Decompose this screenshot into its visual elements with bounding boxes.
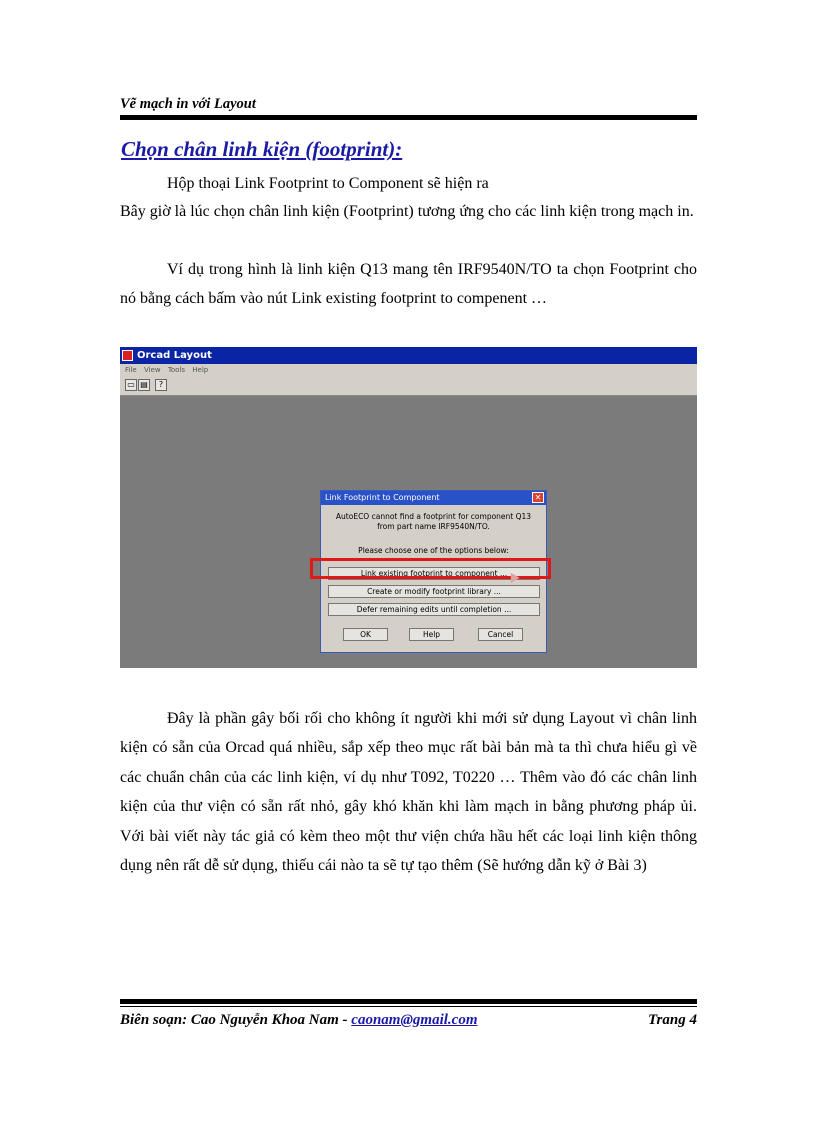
create-modify-library-button[interactable]: Create or modify footprint library ... <box>328 585 540 598</box>
app-titlebar <box>120 347 697 364</box>
header-title: Vẽ mạch in với Layout <box>120 96 256 112</box>
ok-button[interactable]: OK <box>343 628 388 641</box>
help-icon[interactable]: ? <box>155 379 167 391</box>
close-icon[interactable]: ✕ <box>532 492 544 503</box>
app-title: Orcad Layout <box>137 350 212 361</box>
open-folder-icon[interactable]: ▤ <box>138 379 150 391</box>
page-number: Trang 4 <box>647 1012 697 1028</box>
paragraph-1-text: Hộp thoại Link Footprint to Component sẽ hiện ra <box>167 175 489 192</box>
paragraph-1 <box>120 170 697 199</box>
footer-author <box>120 1012 478 1029</box>
link-existing-footprint-button[interactable]: Link existing footprint to component ... <box>328 567 540 580</box>
menu-tools[interactable]: Tools <box>167 366 186 374</box>
footer-rule-thick <box>120 999 697 1004</box>
orcad-screenshot <box>120 347 697 668</box>
page-header <box>120 95 697 113</box>
header-rule <box>120 115 697 120</box>
new-file-icon[interactable]: ▭ <box>125 379 137 391</box>
paragraph-2: Bây giờ là lúc chọn chân linh kiện (Footprint) tương ứng cho các linh kiện trong mạch in. <box>120 203 694 220</box>
dialog-prompt: Please choose one of the options below: <box>358 546 509 555</box>
menu-view[interactable]: View <box>143 366 161 374</box>
app-toolbar <box>120 376 697 396</box>
defer-edits-button[interactable]: Defer remaining edits until completion ... <box>328 603 540 616</box>
help-button[interactable]: Help <box>409 628 454 641</box>
app-menubar <box>120 364 697 376</box>
cancel-button[interactable]: Cancel <box>478 628 523 641</box>
menu-help[interactable]: Help <box>192 366 209 374</box>
dialog-message <box>321 512 546 532</box>
footer-email-link[interactable]: caonam@gmail.com <box>351 1012 478 1028</box>
dialog-message-line1: AutoECO cannot find a footprint for component Q13 <box>335 512 532 521</box>
dialog-titlebar <box>321 491 546 505</box>
section-title: Chọn chân linh kiện (footprint): <box>121 137 403 161</box>
paragraph-4: Đây là phần gây bối rối cho không ít người khi mới sử dụng Layout vì chân linh kiện có sẵn của Orcad quá nhiều, sắp xếp theo mục rất bài bản mà ta thì chưa hiểu gì về các chuẩn chân của các linh kiện, ví dụ như T092, T0220 … Thêm vào đó các chân linh kiện của thư viện có sẵn rất nhỏ, gây khó khăn khi làm mạch in bằng phương pháp ủi. Với bài viết này tác giả có kèm theo một thư viện chứa hầu hết các loại linh kiện thông dụng nên rất dễ sử dụng, thiếu cái nào ta sẽ tự tạo thêm (Sẽ hướng dẫn kỹ ở Bài 3) <box>120 710 697 875</box>
dialog-message-line2: from part name IRF9540N/TO. <box>377 522 490 531</box>
dialog-title: Link Footprint to Component <box>325 493 440 502</box>
orcad-app-icon <box>122 350 133 361</box>
footer-author-prefix: Biên soạn: Cao Nguyễn Khoa Nam - <box>120 1012 352 1028</box>
menu-file[interactable]: File <box>125 366 137 374</box>
paragraph-3: Ví dụ trong hình là linh kiện Q13 mang tên IRF9540N/TO ta chọn Footprint cho nó bằng cách bấm vào nút Link existing footprint to compenent … <box>120 261 697 307</box>
footer-rule-thin <box>120 1006 697 1007</box>
